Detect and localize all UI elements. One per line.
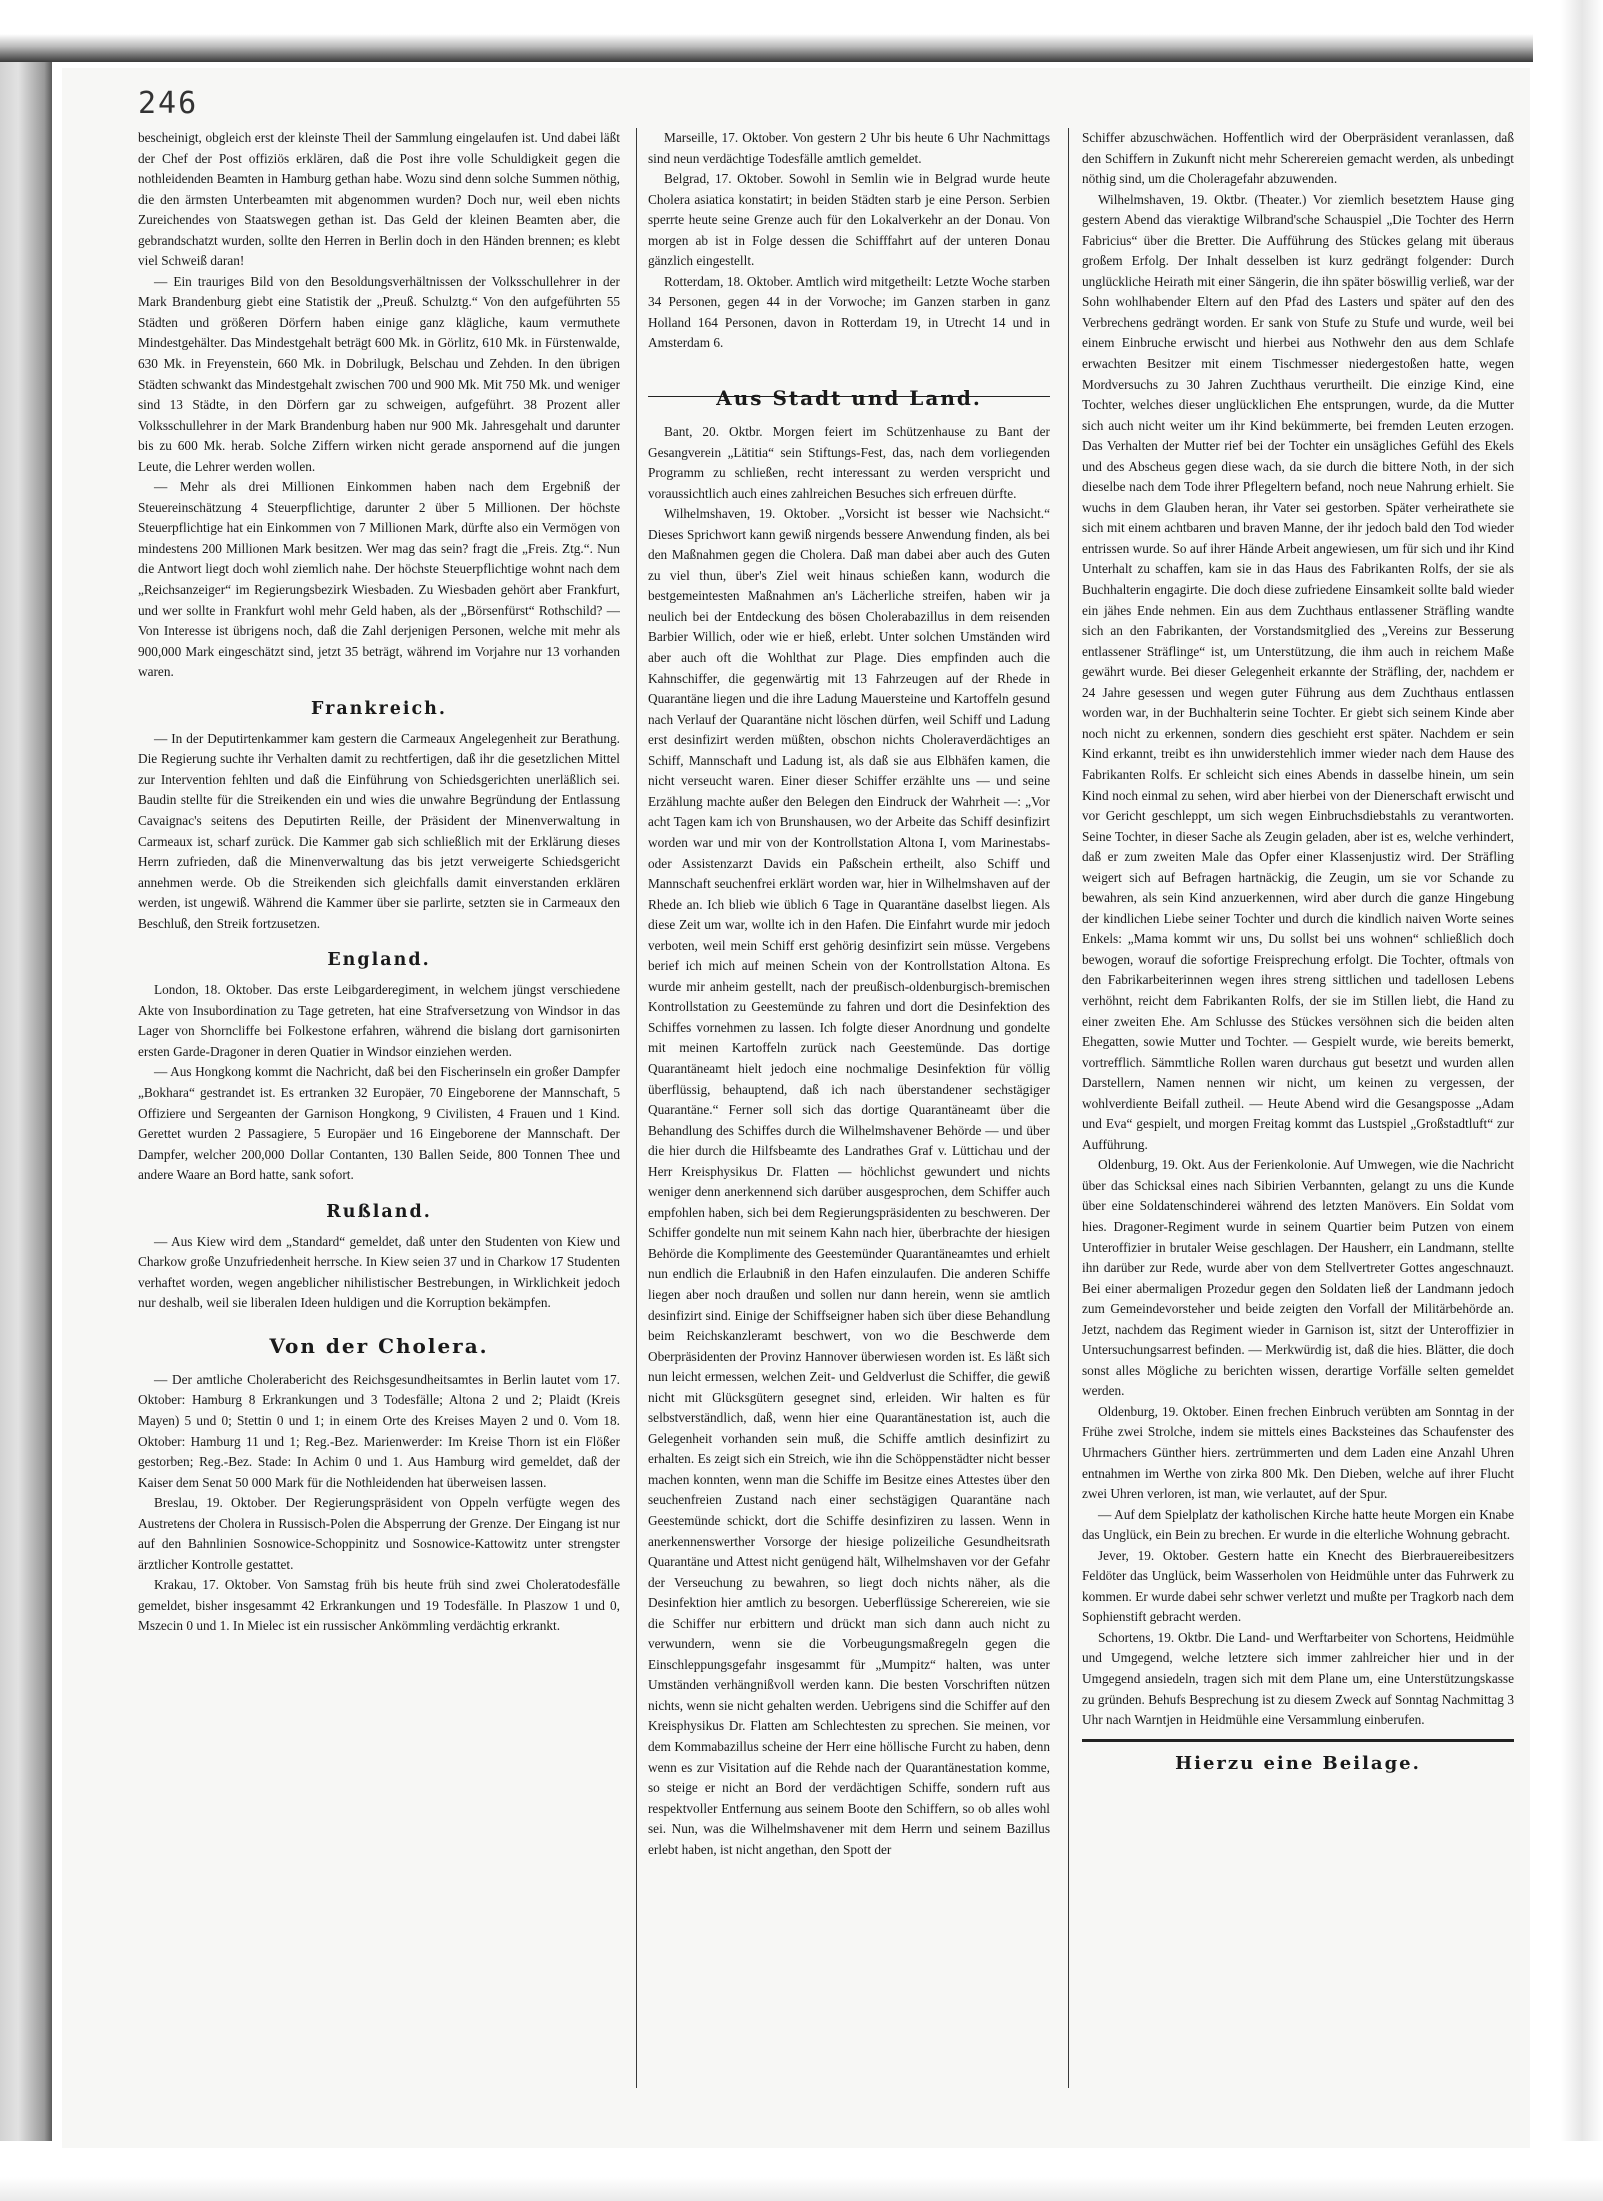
supplement-notice: Hierzu eine Beilage. [1175, 1752, 1421, 1774]
column-rule-2 [1068, 128, 1069, 2088]
page-bottom-edge [0, 2141, 1603, 2201]
section-heading-stadt-und-land: Aus Stadt und Land. [716, 386, 982, 411]
article-paragraph: — Aus Hongkong kommt die Nachricht, daß bei den Fischerinseln ein großer Dampfer „Bokhara“ gestrandet ist. Es ertranken 32 Europäer, 70 Eingeborene der Mannschaft, 5 Offiziere und Sergeanten der Garnison Hongkong, 9 Civilisten, 4 Frauen und 1 Kind. Gerettet wurden 2 Passagiere, 5 Europäer und 16 Eingeborene der Mannschaft. Der Dampfer, welcher 200,000 Dollar Contanten, 130 Ballen Seide, 800 Tonnen Thee und andere Waare an Bord hatte, sank sofort. [138, 1064, 620, 1183]
book-spine-edge [0, 0, 52, 2201]
article-paragraph: London, 18. Oktober. Das erste Leibgarderegiment, in welchem jüngst verschiedene Akte von Insubordination zu Tage getreten, hat eine Strafversetzung von Windsor in das Lager von Shorncliffe bei Folkestone erfahren, während die bislang dort garnisonirten ersten Garde-Dragoner in deren Quatier in Windsor einziehen werden. [138, 982, 620, 1059]
article-paragraph: Breslau, 19. Oktober. Der Regierungspräsident von Oppeln verfügte wegen des Austretens der Cholera in Russisch-Polen die Absperrung der Grenze. Der Eingang ist nur auf den Bahnlinien Sosnowice-Schoppinitz und Sosnowice-Kattowitz unter strengster ärztlicher Kontrolle gestattet. [138, 1495, 620, 1572]
article-paragraph: — Der amtliche Cholerabericht des Reichsgesundheitsamtes in Berlin lautet vom 17. Oktober: Hamburg 8 Erkrankungen und 3 Todesfälle; Altona 2 und 2; Plaidt (Kreis Mayen) 5 und 0; Stettin 0 und 1; in einem Orte des Kreises Mayen 2 und 0. Vom 18. Oktober: Hamburg 11 und 1; Reg.-Bez. Marienwerder: Im Kreise Thorn ist ein Flößer gestorben; Reg.-Bez. Stade: In Achim 0 und 1. Aus Hamburg wird gemeldet, daß der Kaiser dem Senat 50 000 Mark für die Nothleidenden hat überweisen lassen. [138, 1371, 620, 1490]
article-paragraph: — In der Deputirtenkammer kam gestern die Carmeaux Angelegenheit zur Berathung. Die Regierung suchte ihr Verhalten damit zu rechtfertigen, daß ihr die gesetzlichen Mittel zur Intervention fehlten und daß die Einführung von Schiedsgerichten unerläßlich sei. Baudin stellte für die Streikenden ein und wies die unwahre Begründung der Entlassung Cavaignac's seitens des Deputirten Reille, der Präsident der Minenverwaltung in Carmeaux ist, scharf zurück. Die Kammer gab sich schließlich mit der Erklärung dieses Herrn zufrieden, daß die Minenverwaltung das bis jetzt verweigerte Schiedsgericht annehmen werde. Ob die Streikenden sich gleichfalls damit einverstanden erklären werden, ist ungewiß. Während die Kammer über sie parlirte, setzten sie in Carmeaux den Beschluß, den Streik fortzusetzen. [138, 730, 620, 931]
article-paragraph: Marseille, 17. Oktober. Von gestern 2 Uhr bis heute 6 Uhr Nachmittags sind neun verdächtige Todesfälle amtlich gemeldet. [648, 130, 1050, 166]
section-heading-russland: Rußland. [326, 1201, 432, 1222]
page-top-edge [0, 0, 1603, 62]
section-heading-frankreich: Frankreich. [311, 698, 447, 719]
article-paragraph: Schiffer abzuschwächen. Hoffentlich wird der Oberpräsident veranlassen, daß den Schiffern in Zukunft nicht mehr Scherereien gemacht werden, als unbedingt nöthig sind, um die Choleragefahr abzuwenden. [1082, 130, 1514, 187]
article-paragraph: Oldenburg, 19. Okt. Aus der Ferienkolonie. Auf Umwegen, wie die Nachricht über das Schicksal eines nach Sibirien Verbannten, gelangt zu uns die Kunde über eine Soldatenschinderei während des letzten Manövers. Ein Soldat vom hies. Dragoner-Regiment wurde in seinem Quartier beim Putzen von einem Unteroffizier in brutaler Weise geschlagen. Der Hausherr, ein Landmann, stellte ihn darüber zur Rede, wurde aber von dem Stellvertreter Gottes angeschnauzt. Bei einer abermaligen Prozedur gegen den Soldaten ließ der Landmann jedoch zum Gemeindevorsteher und beide zeigten den Vorfall der Militärbehörde an. Jetzt, nachdem das Regiment wieder in Garnison ist, sitzt der Unteroffizier in Untersuchungsarrest befinden. — Merkwürdig ist, daß die hies. Blätter, die doch sonst alles Mögliche zu berichten wissen, derartige Vorfälle selten gemeldet werden. [1082, 1157, 1514, 1399]
article-paragraph: bescheinigt, obgleich erst der kleinste Theil der Sammlung eingelaufen ist. Und dabei läßt der Chef der Post offiziös erklären, daß die Post ihre volle Schuldigkeit gegen die nothleidenden Beamten in Hamburg gethan habe. Wozu sind denn solche Summen nöthig, die den ärmsten Unterbeamten mit abgenommen wurden? Doch nur, weil eben nichts Zureichendes von Staatswegen gethan ist. Das Geld der kleinen Beamten aber, die gebrandschatzt wurden, sollte den Herren in Berlin doch in den Händen brennen; es klebt viel Schweiß daran! [138, 130, 620, 269]
article-paragraph: — Auf dem Spielplatz der katholischen Kirche hatte heute Morgen ein Knabe das Unglück, ein Bein zu brechen. Er wurde in die elterliche Wohnung gebracht. [1082, 1506, 1514, 1543]
section-heading-england: England. [327, 950, 431, 971]
article-paragraph: Belgrad, 17. Oktober. Sowohl in Semlin wie in Belgrad wurde heute Cholera asiatica konstatirt; in beiden Städten starb je eine Person. Serbien sperrte heute seine Grenze auch für den Lokalverkehr an der Donau. Von morgen ab ist in Folge dessen die Schifffahrt auf der unteren Donau gänzlich eingestellt. [648, 171, 1050, 269]
column-rule-1 [636, 128, 637, 2088]
article-paragraph: — Mehr als drei Millionen Einkommen haben nach dem Ergebniß der Steuereinschätzung 4 Steuerpflichtige, darunter 2 über 5 Millionen. Der höchste Steuerpflichtige hat ein Einkommen von 7 Millionen Mark, dürfte also ein Vermögen von mindestens 200 Millionen Mark besitzen. Wer mag das sein? fragt die „Freis. Ztg.“. Nun die Antwort liegt doch wohl ziemlich nahe. Der höchste Steuerpflichtige wohnt nach dem „Reichsanzeiger“ im Regierungsbezirk Wiesbaden. Zu Wiesbaden gehört aber Frankfurt, und wer sollte in Frankfurt wohl mehr Geld haben, als der „Börsenfürst“ Rothschild? — Von Interesse ist übrigens noch, daß die Zahl derjenigen Personen, welche mit mehr als 900,000 Mark eingeschätzt sind, jetzt 35 beträgt, während im Vorjahre nur 13 vorhanden waren. [138, 479, 620, 680]
column-1 [138, 128, 620, 2128]
article-paragraph: — Aus Kiew wird dem „Standard“ gemeldet, daß unter den Studenten von Kiew und Charkow große Unzufriedenheit herrsche. In Kiew seien 37 und in Charkow 17 Studenten verhaftet worden, wegen angeblicher nihilistischer Bestrebungen, in Wirklichkeit jedoch nur deshalb, weil sie liberalen Ideen huldigen und die Korruption bekämpfen. [138, 1233, 620, 1311]
page-right-edge [1533, 0, 1603, 2201]
article-paragraph: Wilhelmshaven, 19. Oktober. „Vorsicht ist besser wie Nachsicht.“ Dieses Sprichwort kann gewiß nirgends bessere Anwendung finden, als bei den Maßnahmen gegen die Cholera. Daß man dabei aber auch des Guten zu viel thun, über's Ziel weit hinaus schießen kann, wodurch die bestgemeintesten Maßnahmen an's Lächerliche streifen, haben wir ja neulich bei der Entdeckung des bösen Cholerabazillus in dem reisenden Barbier Willich, oder wie er hieß, erlebt. Unter solchen Umständen wird aber auch oft die Wohlthat zur Plage. Dies empfinden auch die Kahnschiffer, die gegenwärtig mit 13 Fahrzeugen auf der Rhede in Quarantäne liegen und die ihre Ladung Mauersteine und Kartoffeln gesund nach Verlauf der Quarantäne nicht löschen dürfen, weil Schiff und Ladung erst desinfizirt werden müßten, obschon nichts Choleraverdächtiges an Schiff, Mannschaft und Ladung ist, als daß sie aus Elbhäfen kamen, die nicht verseucht waren. Einer dieser Schiffer erzählte uns — und seine Erzählung machte außer den Belegen den Eindruck der Wahrheit —: „Vor acht Tagen kam ich von Brunshausen, wo der Arbeite das Schiff desinfizirt worden war und mir von der Kontrollstation Altona I, vom Marinestabs- oder Assistenzarzt Davids ein Paßschein ertheilt, also Schiff und Mannschaft seuchenfrei erklärt worden war, hier in Wilhelmshaven auf der Rhede an. Ich blieb wie üblich 6 Tage in Quarantäne daselbst liegen. Als diese Zeit um war, wollte ich in den Hafen. Die Einfahrt wurde mir jedoch verboten, weil mein Schiff erst gehörig desinfizirt sein müsse. Vergebens berief ich mich auf meinen Schein von der Kontrollstation Altona. Es wurde mir anheim gestellt, nach der preußisch-oldenburgisch-bremischen Kontrollstation zu Geestemünde zu fahren und dort die Desinfektion des Schiffes vornehmen zu lassen. Ich folgte dieser Anordnung und gondelte mit meinen Kartoffeln zurück nach Geestemünde. Das dortige Quarantäneamt hielt jedoch eine nochmalige Desinfektion für völlig überflüssig, behauptend, daß ich nach überstandener sechstägiger Quarantäne.“ Ferner soll sich das dortige Quarantäneamt über die Behandlung des Schiffes durch die Wilhelmshavener Behörde — und über die hier durch die Hilfsbeamte des Landrathes Graf v. Lüttichau und der Herr Kreisphysikus Dr. Flatten — höchlichst gewundert und nichts weniger denn anerkennend sich darüber ausgesprochen, dem Schiffer auch empfohlen haben, sich bei dem Regierungspräsidenten zu beschweren. Der Schiffer gondelte nun mit seinem Kahn nach hier, überbrachte der hiesigen Behörde die Komplimente des Geestemünder Quarantäneamtes und erhielt nun endlich die Erlaubniß in den Hafen einzulaufen. Die anderen Schiffe liegen aber noch draußen und sollen nur dann herein, wenn sie amtlich desinfizirt sind. Einige der Schiffseigner haben sich über diese Behandlung beim Reichskanzleramt beschwert, von wo die Beschwerde dem Oberpräsidenten der Provinz Hannover überwiesen worden ist. Es läßt sich nun leicht ermessen, welchen Zeit- und Geldverlust die Schiffer, die gewiß nicht mit Glücksgütern gesegnet sind, erleiden. Wir halten es für selbstverständlich, daß, wenn hier eine Quarantänestation ist, auch die Gelegenheit vorhanden sein muß, die Schiffe amtlich desinfizirt zu erhalten. Es zeigt sich ein Streich, wie ihn die Schöppenstädter nicht besser machen konnten, wenn man die Schiffe im Besitze eines Attestes über den seuchenfreien Zustand nach einer sechstägigen Quarantäne nach Geestemünde schickt, dort die Schiffe desinfiziren zu lassen. Wenn in anerkennenswerther Vorsorge der hiesige polizeiliche Gesundheitsrath Quarantäne und Attest nicht genügend hält, Wilhelmshaven vor der Gefahr der Verseuchung zu bewahren, so liegt doch nichts näher, als die Desinfektion hier amtlich zu besorgen. Ueberflüssige Scherereien, wie sie die Schiffer nur erbittern und drückt man sich dann auch nicht zu verwundern, wenn sie die Vorbeugungsmaßregeln gegen die Einschleppungsgefahr insgesammt für „Mumpitz“ halten, was unter Umständen verhängnißvoll werden kann. Die besten Vorschriften nützen nichts, wenn sie nicht gehalten werden. Uebrigens sind die Schiffer auf den Kreisphysikus Dr. Flatten am Schlechtesten zu sprechen. Sie meinen, vor dem Kommabazillus scheine der Herr eine höllische Furcht zu haben, denn wenn es zur Visitation auf die Rehde nach der Quarantänestation komme, so steige er nicht an Bord der verdächtigen Schiffe, sondern ruft aus respektvoller Entfernung aus seinem Boote den Schiffern, so ob alles wohl sei. Nun, was die Wilhelmshavener mit dem Herrn und seinem Bazillus erlebt haben, ist nicht angethan, den Spott der [648, 506, 1050, 1857]
article-paragraph: Jever, 19. Oktober. Gestern hatte ein Knecht des Bierbrauereibesitzers Feldöter das Unglück, beim Wasserholen von Heidmühle unter das Fuhrwerk zu kommen. Er wurde dabei sehr schwer verletzt und mußte per Tragkorb nach dem Sophienstift gebracht werden. [1082, 1547, 1514, 1625]
page-number: 246 [138, 86, 199, 121]
article-paragraph: Oldenburg, 19. Oktober. Einen frechen Einbruch verübten am Sonntag in der Frühe zwei Strolche, indem sie mittels eines Backsteines das Schaufenster des Uhrmachers Günther hiers. zertrümmerten und dem Laden eine Anzahl Uhren entnahmen im Werthe von zirka 800 Mk. Den Dieben, welche auf ihrer Flucht zwei Uhren verloren, ist man, wie verlautet, auf der Spur. [1082, 1403, 1514, 1502]
article-paragraph: — Ein trauriges Bild von den Besoldungsverhältnissen der Volksschullehrer in der Mark Brandenburg giebt eine Statistik der „Preuß. Schulztg.“ Von den aufgeführten 55 Städten und größeren Dörfern haben einige ganz klägliche, kaum vermuthete Mindestgehälter. Das Mindestgehalt beträgt 600 Mk. in Görlitz, 610 Mk. in Fürstenwalde, 630 Mk. in Freyenstein, 660 Mk. in Dobrilugk, Belschau und Zehden. In den übrigen Städten schwankt das Mindestgehalt zwischen 700 und 900 Mk. Mit 750 Mk. und weniger sind 13 Städte, in den Dörfern gar zu schweigen, aufgeführt. 38 Prozent aller Volksschullehrer in der Mark Brandenburg haben nur 900 Mk. Jahresgehalt und darunter bis zu 600 Mk. herab. Solche Ziffern wirken nicht gerade anspornend auf die jungen Leute, die Lehrer werden wollen. [138, 273, 620, 474]
column-3 [1082, 128, 1514, 2128]
closing-rule [1082, 1739, 1514, 1742]
article-paragraph: Krakau, 17. Oktober. Von Samstag früh bis heute früh sind zwei Choleratodesfälle gemeldet, bisher insgesammt 42 Erkrankungen und 19 Todesfälle. In Plaszow 1 und 0, Mszecin 0 und 1. In Mielec ist ein russischer Ankömmling verdächtig erkrankt. [138, 1577, 620, 1634]
section-heading-cholera: Von der Cholera. [269, 1333, 489, 1358]
article-paragraph: Wilhelmshaven, 19. Oktbr. (Theater.) Vor ziemlich besetztem Hause ging gestern Abend das vieraktige Wilbrand'sche Schauspiel „Die Tochter des Herrn Fabricius“ über die Bretter. Die Aufführung des Stückes gelang mit überaus großem Erfolg. Der Inhalt desselben ist kurz gedrängt folgender: Durch unglückliche Heirath mit einer Sängerin, die ihn später böswillig verließ, war der Sohn wohlhabender Eltern auf den Pfad des Lasters und später auf den des Verbrechens gedrängt worden. Er sank von Stufe zu Stufe und wurde, weil bei einem Einbruche erwischt und hierbei aus Nothwehr den aus dem Schlafe erwachten Besitzer mit einem Tischmesser niedergestoßen hatte, wegen Mordversuchs zu 30 Jahren Zuchthaus verurtheilt. Die einzige Kind, eine Tochter, welches dieser unglücklichen Ehe entsprungen, wurde, da die Mutter sich auch nicht weiter um ihr Kind bekümmerte, bei fremden Leuten erzogen. Das Verhalten der Mutter rief bei der Tochter ein unsägliches Gefühl des Ekels und des Abscheus gegen diese wach, da sie durch die bittere Noth, in der sich dieselbe nach dem Tode ihrer Pflegeltern befand, noch neue Nahrung erhielt. Sie wuchs in dem Glauben heran, ihr Vater sei gestorben. Später verheirathete sie sich mit einem achtbaren und braven Manne, der ihr jedoch bald den Tod wieder entrissen wurde. So auf ihrer Hände Arbeit angewiesen, um für sich und ihr Kind Unterhalt zu schaffen, kam sie in das Haus des Fabrikanten Rolfs, der sie als Buchhalterin engagirte. Die doch diese zufriedene Einsamkeit sollte bald wieder ein jähes Ende nehmen. Ein aus dem Zuchthaus entlassener Sträfling wandte sich an den Fabrikanten, der Vorstandsmitglied des „Vereins zur Besserung entlassener Sträflinge“ ist, um Unterstützung, die ihm auch in reichem Maße gewährt wurde. Bei dieser Gelegenheit erkannte der Sträfling, der, nachdem er 24 Jahre gesessen und wegen guter Führung aus dem Zuchthaus entlassen worden war, in der Buchhalterin seine Tochter. Er giebt sich seinem Kinde aber noch nicht zu erkennen, sondern dies geschieht erst später. Nachdem er sein Kind erkannt, treibt es ihn unwiderstehlich immer wieder nach dem Hause des Fabrikanten Rolfs. Er schleicht sich eines Abends in dasselbe hinein, um sein Kind noch einmal zu sehen, wird aber hierbei von der Dienerschaft erwischt und vor Gericht geschleppt, um sich wegen Einbruchsdiebstahls zu verantworten. Seine Tochter, in dieser Sache als Zeugin geladen, aber ist es, welche verhindert, daß er zum zweiten Male das Opfer einer Klassenjustiz wird. Der Sträfling weigert sich auf Befragen hartnäckig, die Zeugin, um sie vor Schande zu bewahren, als sein Kind anzuerkennen, wird aber durch die ganze Hingebung der kindlichen Liebe seiner Tochter und durch die kindlich naiven Worte seines Enkels: „Mama kommt wir uns, Du sollst bei uns wohnen“ schließlich doch bewogen, worauf die sofortige Freisprechung erfolgt. Die Tochter, oftmals von den Fabrikarbeiterinnen wegen ihres streng sittlichen und tadellosen Lebens verhöhnt, reicht dem Fabrikanten Rolfs, der sie im Stillen liebt, die Hand zu einer zweiten Ehe. Am Schlusse des Stückes versöhnen sich die beiden alten Ehegatten, sowie Mutter und Tochter. — Gespielt wurde, wie bereits bemerkt, vortrefflich. Sämmtliche Rollen waren durchaus gut besetzt und wurden allen Darstellern, Namen nennen wir nicht, um keinen zu vergessen, der wohlverdiente Beifall zutheil. — Heute Abend wird die Gesangsposse „Adam und Eva“ gespielt, und morgen Freitag kommt das Lustspiel „Großstadtluft“ zur Aufführung. [1082, 191, 1514, 1152]
article-paragraph: Rotterdam, 18. Oktober. Amtlich wird mitgetheilt: Letzte Woche starben 34 Personen, gegen 44 in der Vorwoche; im Ganzen starben in ganz Holland 164 Personen, davon in Rotterdam 19, in Utrecht 14 und in Amsterdam 6. [648, 273, 1050, 351]
article-paragraph: Bant, 20. Oktbr. Morgen feiert im Schützenhause zu Bant der Gesangverein „Lätitia“ sein Stiftungs-Fest, das, nach dem vorliegenden Programm zu schließen, recht interessant zu werden verspricht und voraussichtlich auch eines zahlreichen Besuches sich erfreuen dürfte. [648, 424, 1050, 501]
article-paragraph: Schortens, 19. Oktbr. Die Land- und Werftarbeiter von Schortens, Heidmühle und Umgegend, welche letztere sich immer zahlreicher hier und in der Umgegend ansiedeln, tragen sich mit dem Plane um, eine Unterstützungskasse zu gründen. Behufs Besprechung ist zu diesem Zweck auf Sonntag Nachmittag 3 Uhr nach Warntjen in Heidmühle eine Versammlung einberufen. [1082, 1629, 1514, 1728]
column-2 [648, 128, 1050, 2128]
